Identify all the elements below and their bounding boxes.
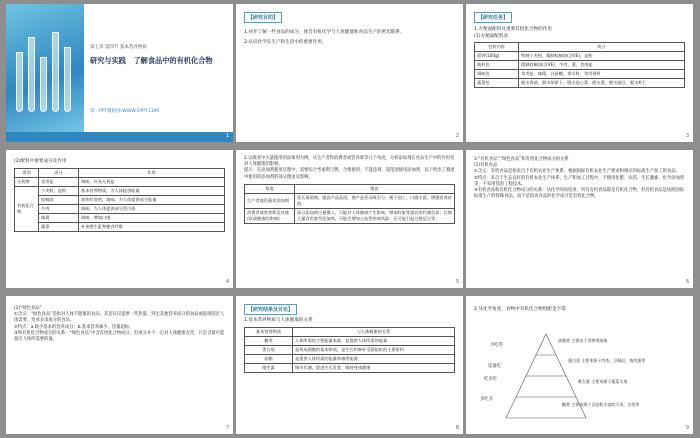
slide-number: 9 — [685, 425, 689, 431]
subheading: (1)方便面配料表 — [474, 34, 509, 39]
slide-number: 2 — [455, 133, 459, 139]
slide-9-thumbnail[interactable] — [466, 296, 693, 434]
chapter-line: 第七章 第四节 基本营养物质 — [90, 45, 147, 50]
section-tag: 【研究任务】 — [474, 12, 512, 23]
pyramid-level: 蛋白质 主要来源于肉类、豆制品、鱼肉蛋等 — [568, 358, 646, 363]
slide-5-thumbnail[interactable] — [236, 150, 463, 288]
paragraph: ①含义：“绿色食品”是指对人体不健康的食品，其是仅仅提供一些热量，到无其他营养成分的食品或提供超过人体需要，变成多余成分的食品。 — [14, 312, 225, 324]
slide-6-thumbnail[interactable] — [466, 150, 693, 288]
slide-number: 6 — [685, 279, 689, 285]
intro-text: 2.以燕麦中大量使用的添加剂为例，从生产者和消费者或营养师等几个角度，分析添加剂在食品生产中的作用及对人体健康的影响。 — [244, 156, 455, 168]
section-tag: 【研究结果及讨论】 — [244, 304, 297, 315]
additive-table: 角度 理由 生产者使用燕麦添加剂 延长保质期，提高产品品质，使产品更具吸引力，便于加工，口感丰富，增强营养价值。 消费者或营养师反对使用(或健康的影响) 部分添加剂过量摄入，可能对人体健康产生影响，增加肝脏等器官的代谢负担；长期大量食用某些添加剂，可能会增加心血管疾病风险；还可能引起过敏反应等。 — [244, 184, 455, 224]
slide-number: 1 — [225, 133, 229, 139]
heading: (2)“绿色食品” — [14, 306, 42, 311]
pyramid-left-label: 少吃些 — [490, 343, 503, 348]
brand-text: 第一PPT模板网-WWW.1PPT.COM — [90, 109, 160, 114]
component-table: 类别 成分 作用 无机物 食用盐 调味，补充无机盐 有机化合物 小麦粉，淀粉 基本营养物质，为人体提供能量 棕榈油 油炸时溶剂，调味，为人体提供部分能量 牛肉 调味，为人体提供部分蛋白质 味精 调味，增加口感 蔬菜 补充维生素和膳食纤维 — [14, 168, 225, 232]
slide-title: 研究与实践 了解食品中的有机化合物 — [90, 56, 213, 65]
slide-number: 8 — [455, 425, 459, 431]
bottom-band — [6, 132, 233, 142]
slide-number: 7 — [225, 425, 229, 431]
pyramid-left-label: 多吃多 — [480, 397, 493, 402]
text-line: 2.认识化学在生产和生活中的重要作用。 — [244, 40, 327, 45]
nutrient-table: 基本营养物质 与人体健康的关系 糖类 人体所需的主要能量来源，是提供人体所需的能量 蛋白质 是构成细胞的基本物质，是生长和修补受损组织的主要原料 油脂 是提供人体所需的能量和备用能源 维生素 调节代谢，促进生长发育，维持身体健康 — [244, 327, 455, 373]
ingredients-table: 包装内容 成分 面饼(100g) 特制小麦粉，精制棕榈油(含VE)，淀粉 酱料包 精制棕榈油(含VE)，牛肉，葱，食用盐 调味包 食用盐，味精，白砂糖，香辛料，食用香料 蔬菜包 脱水香菇，脱水胡萝卜，脱水卷心菜，脱水葱，脱水豌豆，脱水虾仁 — [474, 42, 685, 88]
paragraph: ③和有机化合物成分的关系：“绿色食品”中含有机化合物成分，但成分并不一定对人体健康有害，只是含量可能超出人体所需要的量。 — [14, 330, 225, 343]
slide-4-thumbnail[interactable] — [6, 150, 233, 288]
slide-1-thumbnail[interactable] — [6, 4, 233, 142]
pyramid-level: 维生素 主要来源于蔬菜水果 — [578, 379, 628, 384]
heading: 1.方便面配料及重要有机化合物的作用 — [474, 27, 552, 32]
heading: 3.“有机食品”“绿色食品”和有机化合物成分的关系 — [474, 157, 569, 162]
section-tag: 【研究目的】 — [244, 12, 282, 23]
slide-7-thumbnail[interactable] — [6, 296, 233, 434]
lab-image — [6, 4, 84, 142]
heading: 1.基本营养物质与人体健康的关系 — [244, 318, 313, 323]
pyramid-left-label: 适量吃 — [488, 364, 501, 369]
pyramid-level: 糖类 主要来源于含淀粉丰富的大米、谷类等 — [562, 402, 640, 407]
slide-8-thumbnail[interactable] — [236, 296, 463, 434]
paragraph: ①含义：有机食品是指来自于有机农业生产体系，根据国际有机农业生产要求和相应的标准生产加工的食品。 — [474, 169, 680, 175]
heading: (2)配料中重要成分及作用 — [14, 159, 67, 164]
pyramid-left-label: 吃多吃 — [484, 377, 497, 382]
slide-number: 3 — [685, 133, 689, 139]
slide-number: 4 — [225, 279, 229, 285]
subheading: (1)有机食品 — [474, 163, 498, 169]
text-line: 1.初步了解一些食品的成分，体会有机化学与人体健康和食品生产的密切联系。 — [244, 30, 405, 35]
slide-number: 5 — [455, 279, 459, 285]
paragraph: ③有机食品和有机化合物成分的关系：从化学的角度讲，所有有机食品都是有机化合物，但有机食品是按照国际标准生产的特殊食品，而不是指该食品的化学成分是有机化合物。 — [474, 188, 685, 200]
paragraph: ②特点：a.缺少基本的营养成分；b.基本营养素少，热量超标。 — [14, 324, 134, 330]
slide-2-thumbnail[interactable] — [236, 4, 463, 142]
heading: 2.从化学角度，食物中有机化合物组配金字塔 — [474, 307, 566, 312]
hint-text: 提示：在添加剂使用过程中，需要综合考虑利与弊，合理使用；不能违规、超范围使用添加剂，以下给出了燕麦中使用的添加剂的部分理由及影响。 — [244, 168, 455, 180]
paragraph: ②特点：来自于生态良好的有机农业生产体系，生产和加工过程中，不使用化肥、农药、生长激素、化学添加剂等，不采用基因工程技术。 — [474, 175, 685, 187]
slide-3-thumbnail[interactable] — [466, 4, 693, 142]
pyramid-level: 油脂类 主要由于食物带油脂 — [558, 338, 608, 343]
